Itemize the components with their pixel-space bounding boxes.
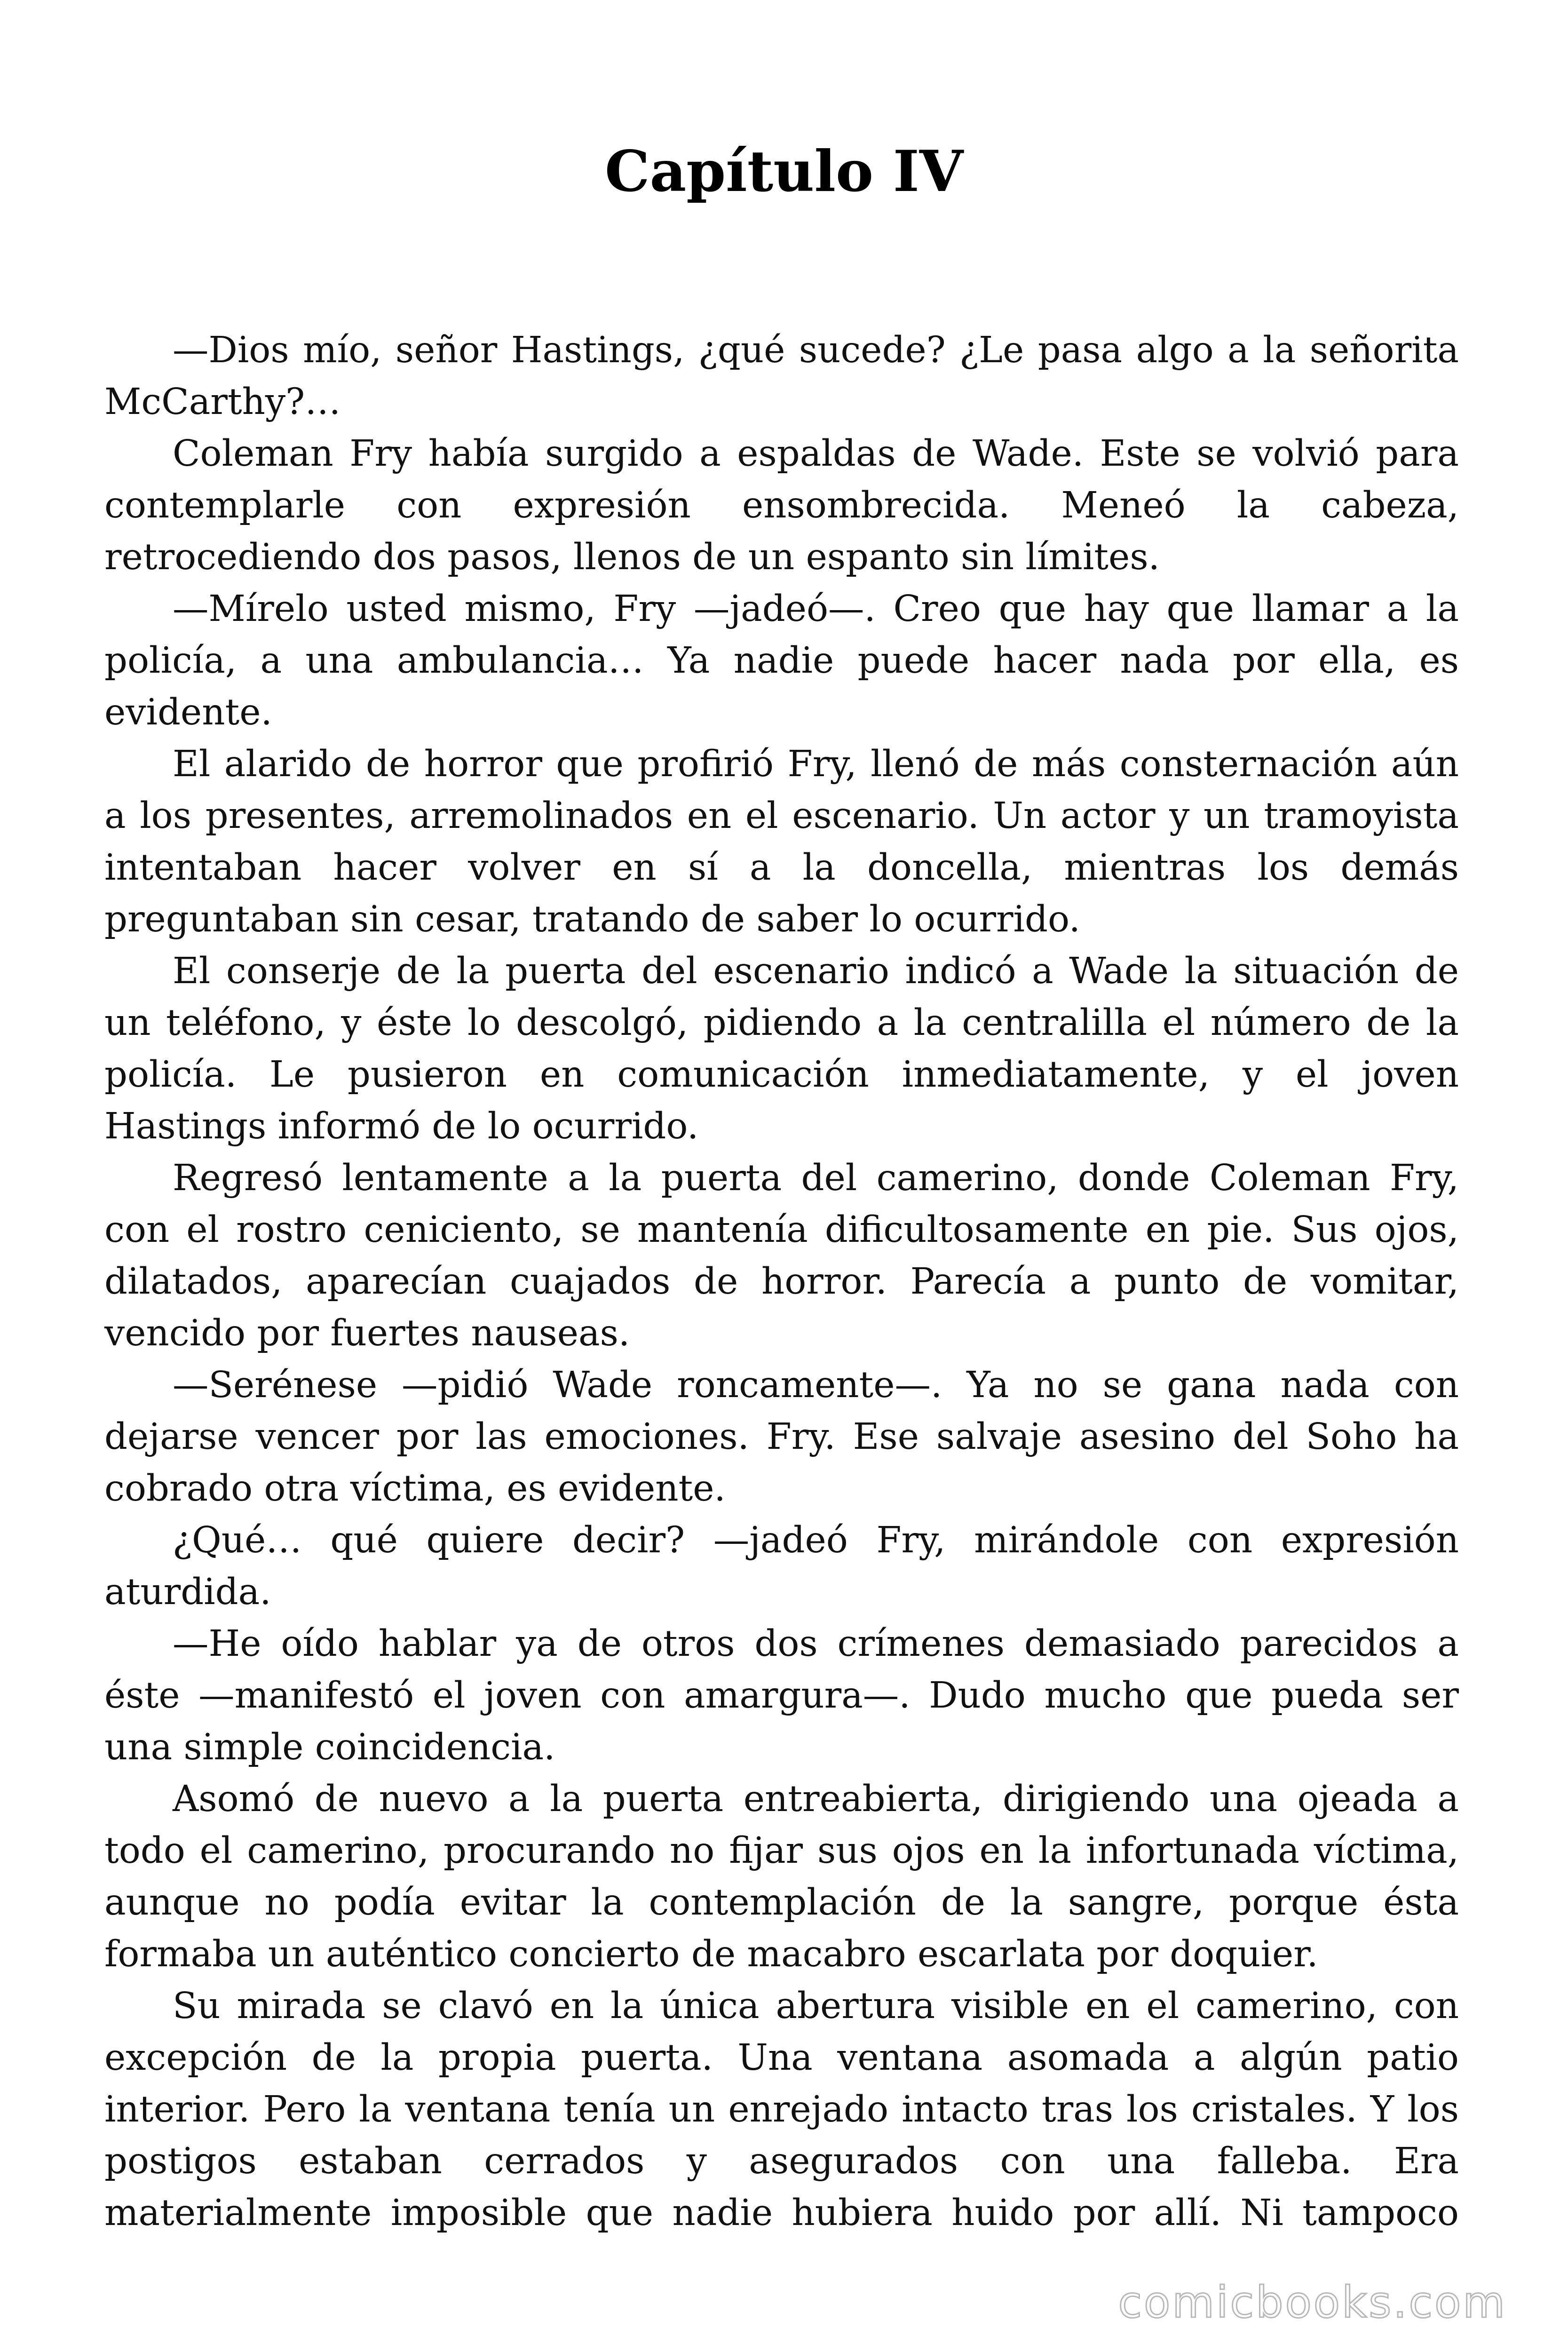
paragraph: —He oído hablar ya de otros dos crímenes demasiado parecidos a éste —manifestó el joven con amargura—. Dudo mucho que pueda ser una simple coincidencia.: [104, 1623, 1459, 1768]
paragraph: —Mírelo usted mismo, Fry —jadeó—. Creo que hay que llamar a la policía, a una ambulancia… Ya nadie puede hacer nada por ella, es evidente.: [104, 588, 1459, 733]
watermark: comicbooks.com: [1118, 2277, 1507, 2328]
paragraph: —Dios mío, señor Hastings, ¿qué sucede? ¿Le pasa algo a la señorita McCarthy?…: [104, 329, 1459, 423]
paragraph: Coleman Fry había surgido a espaldas de Wade. Este se volvió para contemplarle con expresión ensombrecida. Meneó la cabeza, retrocediendo dos pasos, llenos de un espanto sin límites.: [104, 433, 1459, 578]
paragraph: El conserje de la puerta del escenario indicó a Wade la situación de un teléfono, y éste lo descolgó, pidiendo a la centralilla el número de la policía. Le pusieron en comunicación inmediatamente, y el joven Hastings informó de lo ocurrido.: [104, 950, 1459, 1147]
paragraph: Asomó de nuevo a la puerta entreabierta, dirigiendo una ojeada a todo el camerino, procurando no fijar sus ojos en la infortunada víctima, aunque no podía evitar la contemplación de la sangre, porque ésta formaba un auténtico concierto de macabro escarlata por doquier.: [104, 1778, 1459, 1975]
paragraph: El alarido de horror que profirió Fry, llenó de más consternación aún a los presentes, arremolinados en el escenario. Un actor y un tramoyista intentaban hacer volver en sí a la doncella, mientras los demás preguntaban sin cesar, tratando de saber lo ocurrido.: [104, 743, 1459, 940]
paragraph: Su mirada se clavó en la única abertura visible en el camerino, con excepción de la propia puerta. Una ventana asomada a algún patio interior. Pero la ventana tenía un enrejado intacto tras los cristales. Y los postigos estaban cerrados y asegurados con una falleba. Era materialmente imposible que nadie hubiera huido por allí. Ni tampoco: [104, 1985, 1459, 2234]
paragraph: Regresó lentamente a la puerta del camerino, donde Coleman Fry, con el rostro ceniciento, se mantenía dificultosamente en pie. Sus ojos, dilatados, aparecían cuajados de horror. Parecía a punto de vomitar, vencido por fuertes nauseas.: [104, 1157, 1459, 1354]
paragraph: —Serénese —pidió Wade roncamente—. Ya no se gana nada con dejarse vencer por las emociones. Fry. Ese salvaje asesino del Soho ha cobrado otra víctima, es evidente.: [104, 1364, 1459, 1510]
chapter-title: Capítulo IV: [604, 138, 964, 205]
paragraph: ¿Qué… qué quiere decir? —jadeó Fry, mirándole con expresión aturdida.: [104, 1519, 1459, 1613]
chapter-body: [104, 325, 1459, 2239]
